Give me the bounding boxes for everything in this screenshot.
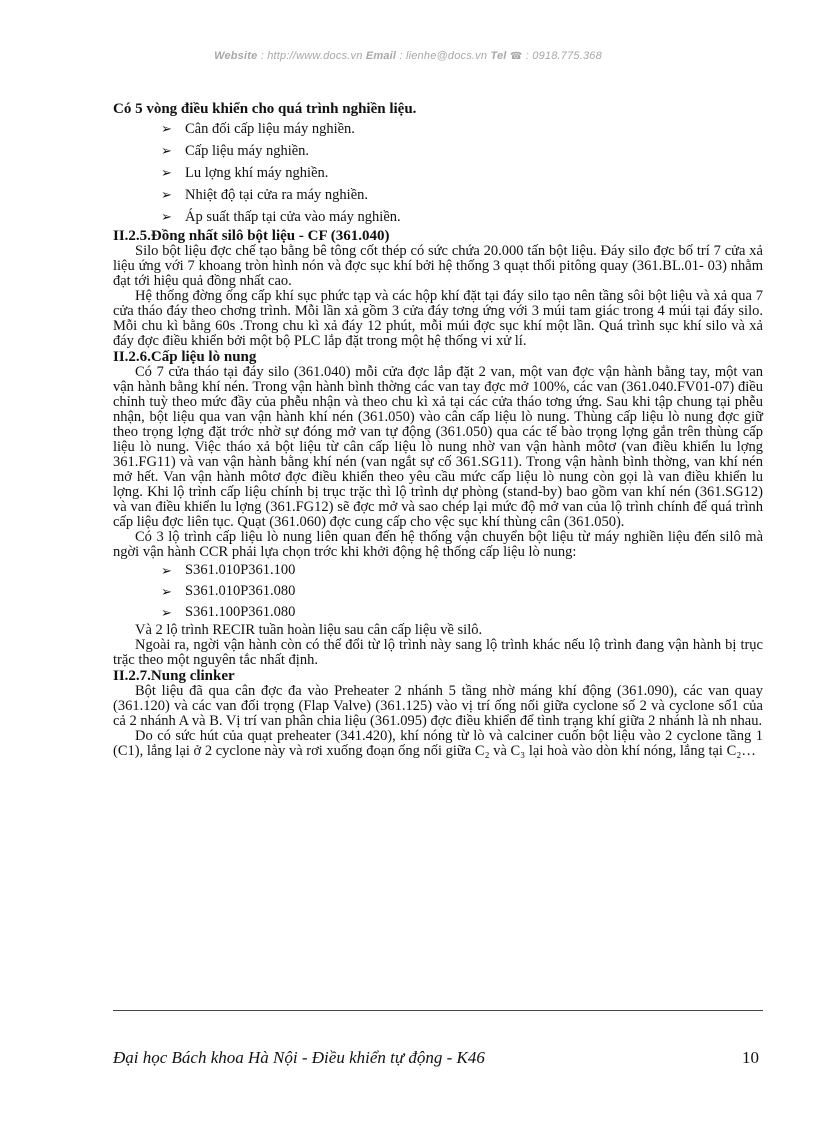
phone-icon: ☎: [509, 51, 523, 62]
email-value: : lienhe@docs.vn: [399, 50, 488, 62]
loop-list: [161, 118, 763, 228]
list-item: ➢ S361.010P361.100: [161, 560, 763, 581]
arrow-bullet-icon: ➢: [161, 605, 172, 620]
paragraph: Có 7 cửa tháo tại đáy silo (361.040) mỗi cửa đợc lắp đặt 2 van, một van đợc vận hành bằng tay, một van vận hành bằng khí nén. Trong vận hành bình thờng các van tay đợc mở 100%, các van (361.040.FV01-07) điều chỉnh tuỳ theo mức đầy của phễu nhận và theo chu kì xả tại các cửa tháo tơng ứng. Sau khi tập chung tại phễu nhận, bột liệu qua van vận hành khí nén (361.050) vào cân cấp liệu lò nung. Thùng cấp liệu lò nung đợc giữ theo trọng lợng đặt trớc nhờ sự đóng mở van tự động (361.050) qua các tế bào trọng lợng gắn trên thùng cấp liệu lò nung. Việc tháo xả bột liệu từ cân cấp liệu lò nung nhờ van vận hành môtơ (van điều khiển lu lợng 361.FG11) và van vận hành bằng khí nén (van ngắt sự cố 361.SG11). Trong vận hành bình thờng, van khí nén mở hết. Van vận hành môtơ đợc điều khiển theo yêu cầu mức cấp liệu lò nung còn gọi là van điều khiển lu lợng. Khi lộ trình cấp liệu chính bị trục trặc thì lộ trình dự phòng (stand-by) bao gồm van khí nén (361.SG12) và van điều khiển lu lợng (361.FG12) sẽ đợc mở và sao chép lại mức độ mở van của lộ trình chính để quá trình cấp liệu đợc liên tục. Quạt (361.060) đợc cung cấp cho vệc sục khí thùng cân (361.050).: [113, 364, 763, 530]
paragraph: Bột liệu đã qua cân đợc đa vào Preheater 2 nhánh 5 tầng nhờ máng khí động (361.090), các van quay (361.120) và các van đối trọng (Flap Valve) (361.125) vào vị trí ống nối giữa cyclone số 2 và cyclone số1 của cả 2 nhánh A và B. Vị trí van phân chia liệu (361.095) đợc điều khiển để tình trạng khí giữa 2 nhánh là nh nhau.: [113, 683, 763, 729]
arrow-bullet-icon: ➢: [161, 165, 172, 180]
email-label: Email: [365, 50, 397, 62]
tel-value: : 0918.775.368: [525, 50, 602, 62]
arrow-bullet-icon: ➢: [161, 584, 172, 599]
list-item: ➢ Áp suất thấp tại cửa vào máy nghiền.: [161, 206, 763, 228]
paragraph: Do có sức hút của quạt preheater (341.420), khí nóng từ lò và calciner cuốn bột liệu vào 2 cyclone tầng 1 (C1), lắng lại ở 2 cyclone này và rơi xuống đoạn ống nối giữa C₂ và C₃ lại hoà vào dòn khí nóng, lắng tại C₂…: [113, 728, 763, 759]
paragraph: Ngoài ra, ngời vận hành còn có thể đổi từ lộ trình này sang lộ trình khác nếu lộ trình đang vận hành bị trục trặc theo một nguyên tắc nhất định.: [113, 637, 763, 668]
list-item: ➢ Cân đối cấp liệu máy nghiền.: [161, 118, 763, 140]
page-number: 10: [742, 1048, 759, 1067]
footer-text: Đại học Bách khoa Hà Nội - Điều khiển tự động - K46: [113, 1048, 485, 1067]
section-intro: Có 5 vòng điều khiển cho quá trình nghiền liệu.: [113, 101, 417, 117]
route-list: [161, 560, 763, 623]
section-title-2-2-7: II.2.7.Nung clinker: [113, 668, 235, 684]
list-item: ➢ Nhiệt độ tại cửa ra máy nghiền.: [161, 184, 763, 206]
list-item: ➢ Lu lợng khí máy nghiền.: [161, 162, 763, 184]
list-item: ➢ S361.010P361.080: [161, 581, 763, 602]
footer-divider: [113, 1010, 763, 1011]
paragraph: Có 3 lộ trình cấp liệu lò nung liên quan đến hệ thống vận chuyển bột liệu từ máy nghiền liệu đến silô mà ngời vận hành CCR phải lựa chọn trớc khi khởi động hệ thống cấp liệu lò nung:: [113, 529, 763, 560]
paragraph: Và 2 lộ trình RECIR tuần hoàn liệu sau cân cấp liệu về silô.: [135, 622, 483, 638]
page-header: [0, 50, 816, 62]
list-item: ➢ Cấp liệu máy nghiền.: [161, 140, 763, 162]
paragraph: Hệ thống đờng ống cấp khí sục phức tạp và các hộp khí đặt tại đáy silo tạo nên tầng sôi bột liệu và xả qua 7 cửa tháo đáy theo chơng trình. Mỗi lần xả gồm 3 cửa đáy tơng ứng với 3 múi tam giác trong 4 múi tại đáy silo. Mỗi chu kì bằng 60s .Trong chu kì xả đáy 12 phút, mỗi múi đợc sục khí một lần. Quá trình sục khí silo và xả đáy đợc điều khiển bởi một bộ PLC lắp đặt trong một hệ thống vi xử lí.: [113, 288, 763, 349]
arrow-bullet-icon: ➢: [161, 563, 172, 578]
website-value: : http://www.docs.vn: [260, 50, 363, 62]
arrow-bullet-icon: ➢: [161, 187, 172, 202]
tel-label: Tel: [490, 50, 507, 62]
paragraph: Silo bột liệu đợc chế tạo bằng bê tông cốt thép có sức chứa 20.000 tấn bột liệu. Đáy silo đợc bố trí 7 cửa xả liệu ứng với 7 khoang tròn hình nón và đợc sục khí bởi hệ thống 3 quạt thổi pitông quay (361.BL.01- 03) nhằm đạt tới hiệu quả đồng nhất cao.: [113, 243, 763, 289]
list-item: ➢ S361.100P361.080: [161, 602, 763, 623]
arrow-bullet-icon: ➢: [161, 121, 172, 136]
arrow-bullet-icon: ➢: [161, 143, 172, 158]
arrow-bullet-icon: ➢: [161, 209, 172, 224]
section-title-2-2-5: II.2.5.Đồng nhất silô bột liệu - CF (361.040): [113, 228, 390, 244]
section-title-2-2-6: II.2.6.Cấp liệu lò nung: [113, 349, 257, 365]
website-label: Website: [214, 50, 258, 62]
page-content: [113, 100, 763, 759]
